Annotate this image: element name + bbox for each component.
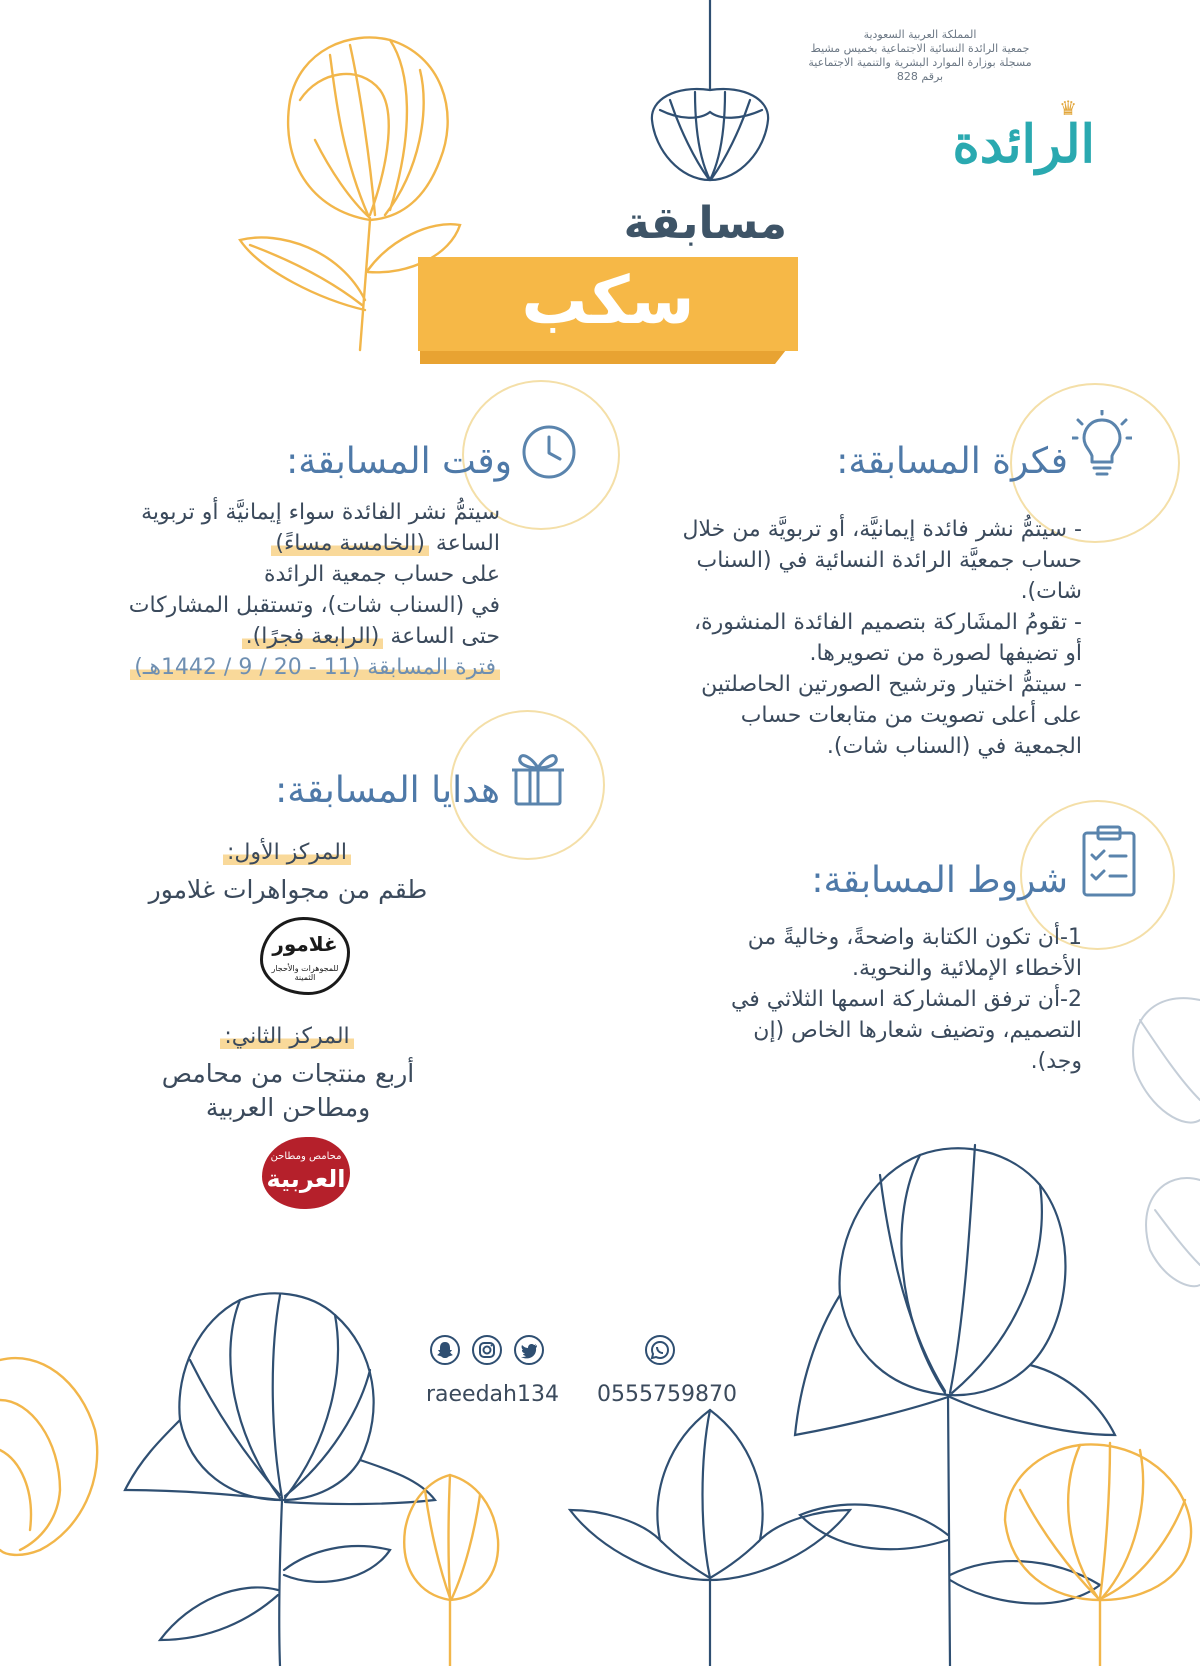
idea-heading: فكرة المسابقة: bbox=[836, 441, 1068, 482]
org-line: مسجلة بوزارة الموارد البشرية والتنمية الاجتماعية bbox=[808, 56, 1032, 69]
org-line: برقم 828 bbox=[896, 70, 944, 83]
raeedah-logo bbox=[952, 96, 1105, 186]
rules-text bbox=[662, 922, 1082, 1077]
time-highlight: (الرابعة فجرًا). bbox=[242, 624, 384, 649]
clock-icon bbox=[520, 423, 578, 485]
idea-line: - سيتمُّ نشر فائدة إيمانيَّة، أو تربويَّة من خلال bbox=[682, 517, 1082, 542]
orange-flower-bottom-left-icon bbox=[0, 1340, 130, 1560]
gift-icon bbox=[512, 748, 564, 810]
time-line bbox=[40, 621, 500, 652]
idea-line: حساب جمعيَّة الرائدة النسائية في (السناب bbox=[696, 548, 1082, 573]
instagram-icon[interactable] bbox=[472, 1335, 502, 1365]
phone-number: 0555759870 bbox=[597, 1382, 737, 1407]
second-prize-line: أربع منتجات من محامص bbox=[161, 1059, 415, 1088]
second-prize-line: ومطاحن العربية bbox=[205, 1093, 371, 1122]
time-line-text: الساعة bbox=[435, 531, 500, 556]
time-highlight: (الخامسة مساءً) bbox=[271, 531, 429, 556]
idea-line: - سيتمُّ اختيار وترشيح الصورتين الحاصلتين bbox=[701, 672, 1082, 697]
idea-line: - تقومُ المشَاركة بتصميم الفائدة المنشورة، bbox=[694, 610, 1082, 635]
rules-line: وجد). bbox=[1030, 1049, 1082, 1074]
orange-bud-bottom-icon bbox=[380, 1470, 520, 1666]
lightbulb-icon bbox=[1072, 410, 1132, 484]
first-prize-label-text: المركز الأول: bbox=[223, 840, 351, 865]
first-prize-text: طقم من مجواهرات غلامور bbox=[148, 875, 428, 904]
clipboard-icon bbox=[1080, 825, 1138, 901]
time-heading: وقت المسابقة: bbox=[286, 441, 512, 482]
title-competition: مسابقة bbox=[623, 198, 787, 249]
time-line: سيتمُّ نشر الفائدة سواء إيمانيَّة أو تربوية bbox=[141, 500, 500, 525]
time-text bbox=[40, 497, 500, 683]
idea-line: شات). bbox=[1020, 579, 1082, 604]
time-line-text: حتى الساعة bbox=[390, 624, 500, 649]
logo-text: الرائدة bbox=[952, 114, 1095, 175]
twitter-icon[interactable] bbox=[514, 1335, 544, 1365]
snapchat-icon[interactable] bbox=[430, 1335, 460, 1365]
first-prize-label bbox=[202, 840, 372, 865]
hanging-flower-icon bbox=[640, 0, 780, 190]
rules-line: التصميم، وتضيف شعارها الخاص (إن bbox=[753, 1018, 1082, 1043]
alarabia-logo-tagline: محامص ومطاحن bbox=[270, 1151, 342, 1162]
time-line: على حساب جمعية الرائدة bbox=[264, 562, 500, 587]
second-prize-label-text: المركز الثاني: bbox=[220, 1024, 353, 1049]
blue-flower-bottom-mid-icon bbox=[560, 1400, 860, 1666]
glamour-logo bbox=[260, 917, 350, 995]
glamour-logo-tagline: للمجوهرات والأحجار الثمينة bbox=[271, 964, 339, 982]
idea-line: على أعلى تصويت من متابعات حساب bbox=[740, 703, 1082, 728]
time-line: في (السناب شات)، وتستقبل المشاركات bbox=[128, 593, 500, 618]
glamour-logo-name: غلامور bbox=[272, 932, 338, 956]
second-prize-text bbox=[118, 1057, 458, 1125]
rules-line: 1-أن تكون الكتابة واضحةً، وخاليةً من bbox=[747, 925, 1082, 950]
crown-icon: ♛ bbox=[1059, 96, 1077, 120]
idea-line: الجمعية في (السناب شات). bbox=[826, 734, 1082, 759]
rules-line: الأخطاء الإملائية والنحوية. bbox=[851, 956, 1082, 981]
idea-line: أو تضيفها لصورة من تصويرها. bbox=[809, 641, 1082, 666]
gifts-heading: هدايا المسابقة: bbox=[275, 770, 500, 811]
social-handle: raeedah134 bbox=[426, 1382, 559, 1407]
org-line: جمعية الرائدة النسائية الاجتماعية بخميس مشيط bbox=[810, 42, 1030, 55]
time-line bbox=[40, 528, 500, 559]
alarabia-logo bbox=[262, 1137, 350, 1209]
title-name: سكب bbox=[521, 262, 695, 339]
competition-period: فترة المسابقة (11 - 20 / 9 / 1442هـ) bbox=[130, 655, 500, 680]
org-line: المملكة العربية السعودية bbox=[863, 28, 977, 41]
alarabia-logo-name: العربية bbox=[266, 1165, 346, 1193]
rules-heading: شروط المسابقة: bbox=[811, 860, 1068, 901]
rules-line: 2-أن ترفق المشاركة اسمها الثلاثي في bbox=[730, 987, 1082, 1012]
whatsapp-icon[interactable] bbox=[645, 1335, 675, 1365]
second-prize-label bbox=[202, 1024, 372, 1049]
idea-text bbox=[562, 514, 1082, 762]
title-box-shadow bbox=[420, 350, 786, 364]
time-line bbox=[40, 652, 500, 683]
orange-flower-bottom-right-icon bbox=[960, 1440, 1200, 1666]
organization-info bbox=[760, 28, 1080, 84]
